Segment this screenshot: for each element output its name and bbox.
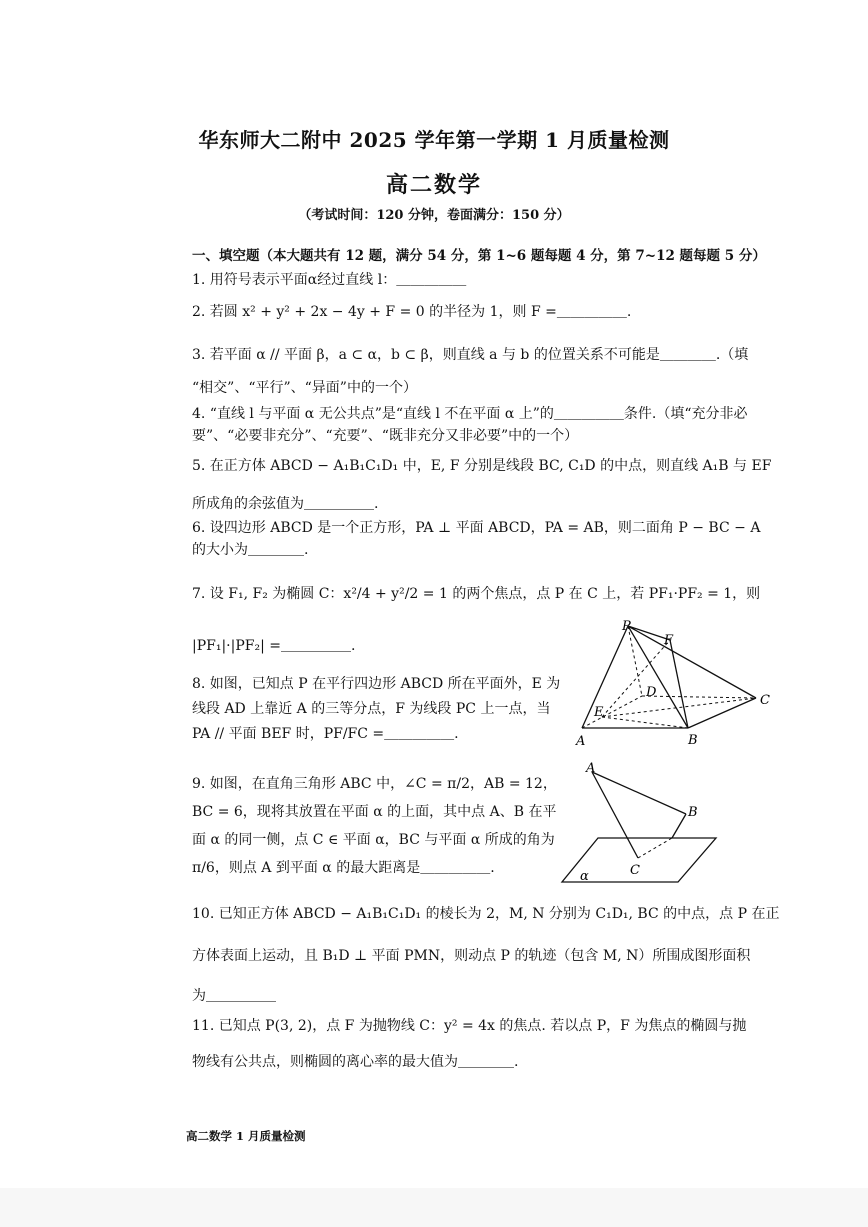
fig2-label-a: A — [586, 761, 596, 776]
fig2-label-c: C — [630, 863, 640, 878]
exam-title: 华东师大二附中 2025 学年第一学期 1 月质量检测 — [198, 128, 670, 152]
pyramid-figure — [568, 618, 788, 748]
page-footer: 高二数学 1 月质量检测 — [186, 1129, 306, 1143]
section-heading: 一、填空题（本大题共有 12 题，满分 54 分，第 1~6 题每题 4 分，第 7~12 题每题 5 分） — [192, 248, 766, 264]
question-10-line-3: 为＿＿＿＿＿ — [192, 988, 276, 1004]
exam-info: （考试时间：120 分钟，卷面满分：150 分） — [298, 208, 570, 223]
fig1-label-b: B — [688, 733, 698, 748]
question-10-line-1: 10. 已知正方体 ABCD − A₁B₁C₁D₁ 的棱长为 2，M, N 分别为 C₁D₁, BC 的中点，点 P 在正 — [192, 906, 780, 922]
scan-bottom-strip — [0, 1188, 868, 1227]
question-11-line-1: 11. 已知点 P(3, 2)，点 F 为抛物线 C：y² = 4x 的焦点. 若以点 P，F 为焦点的椭圆与抛 — [192, 1018, 747, 1034]
fig2-label-alpha: α — [580, 869, 589, 884]
fig2-label-b: B — [688, 805, 698, 820]
question-11-line-2: 物线有公共点，则椭圆的离心率的最大值为＿＿＿＿. — [192, 1054, 519, 1070]
question-5-line-2: 所成角的余弦值为＿＿＿＿＿. — [192, 496, 379, 512]
fig1-label-d: D — [646, 685, 657, 700]
subject-title: 高二数学 — [385, 172, 482, 198]
question-3-line-2: “相交”、“平行”、“异面”中的一个） — [192, 380, 417, 396]
question-8: 8. 如图，已知点 P 在平行四边形 ABCD 所在平面外，E 为线段 AD 上靠近 A 的三等分点，F 为线段 PC 上一点，当 PA // 平面 BEF 时，PF/FC =＿＿＿＿＿. — [192, 676, 561, 742]
question-4-line-1: 4. “直线 l 与平面 α 无公共点”是“直线 l 不在平面 α 上”的＿＿＿＿＿条件.（填“充分非必 — [192, 406, 748, 422]
question-2: 2. 若圆 x² + y² + 2x − 4y + F = 0 的半径为 1，则 F =＿＿＿＿＿. — [192, 304, 632, 320]
question-6-line-2: 的大小为＿＿＿＿. — [192, 542, 309, 558]
fig1-label-a: A — [576, 734, 586, 748]
question-6-line-1: 6. 设四边形 ABCD 是一个正方形，PA ⊥ 平面 ABCD，PA = AB，则二面角 P − BC − A — [192, 520, 761, 536]
question-10-line-2: 方体表面上运动，且 B₁D ⊥ 平面 PMN，则动点 P 的轨迹（包含 M, N）所围成图形面积 — [192, 948, 751, 964]
fig1-label-f: F — [664, 633, 674, 648]
question-5-line-1: 5. 在正方体 ABCD − A₁B₁C₁D₁ 中，E, F 分别是线段 BC, C₁D 的中点，则直线 A₁B 与 EF — [192, 458, 772, 474]
question-9: 9. 如图，在直角三角形 ABC 中，∠C = π/2，AB = 12，BC = 6，现将其放置在平面 α 的上面，其中点 A、B 在平面 α 的同一侧，点 C ∈ 平面 α，BC 与平面 α 所成的角为 π/6，则点 A 到平面 α 的最大距离是＿＿＿＿＿. — [192, 776, 557, 876]
fig1-label-p: P — [622, 619, 631, 634]
question-3-line-1: 3. 若平面 α // 平面 β，a ⊂ α，b ⊂ β，则直线 a 与 b 的位置关系不可能是＿＿＿＿.（填 — [192, 347, 749, 363]
question-1: 1. 用符号表示平面α经过直线 l：＿＿＿＿＿ — [192, 272, 467, 288]
fig1-label-c: C — [760, 693, 770, 708]
question-4-line-2: 要”、“必要非充分”、“充要”、“既非充分又非必要”中的一个） — [192, 428, 579, 444]
question-7-line-1: 7. 设 F₁, F₂ 为椭圆 C：x²/4 + y²/2 = 1 的两个焦点，点 P 在 C 上，若 PF₁·PF₂ = 1，则 — [192, 586, 761, 602]
triangle-plane-figure — [560, 760, 725, 888]
fig1-label-e: E — [594, 705, 604, 720]
question-7-line-2: |PF₁|·|PF₂| =＿＿＿＿＿. — [192, 638, 356, 654]
